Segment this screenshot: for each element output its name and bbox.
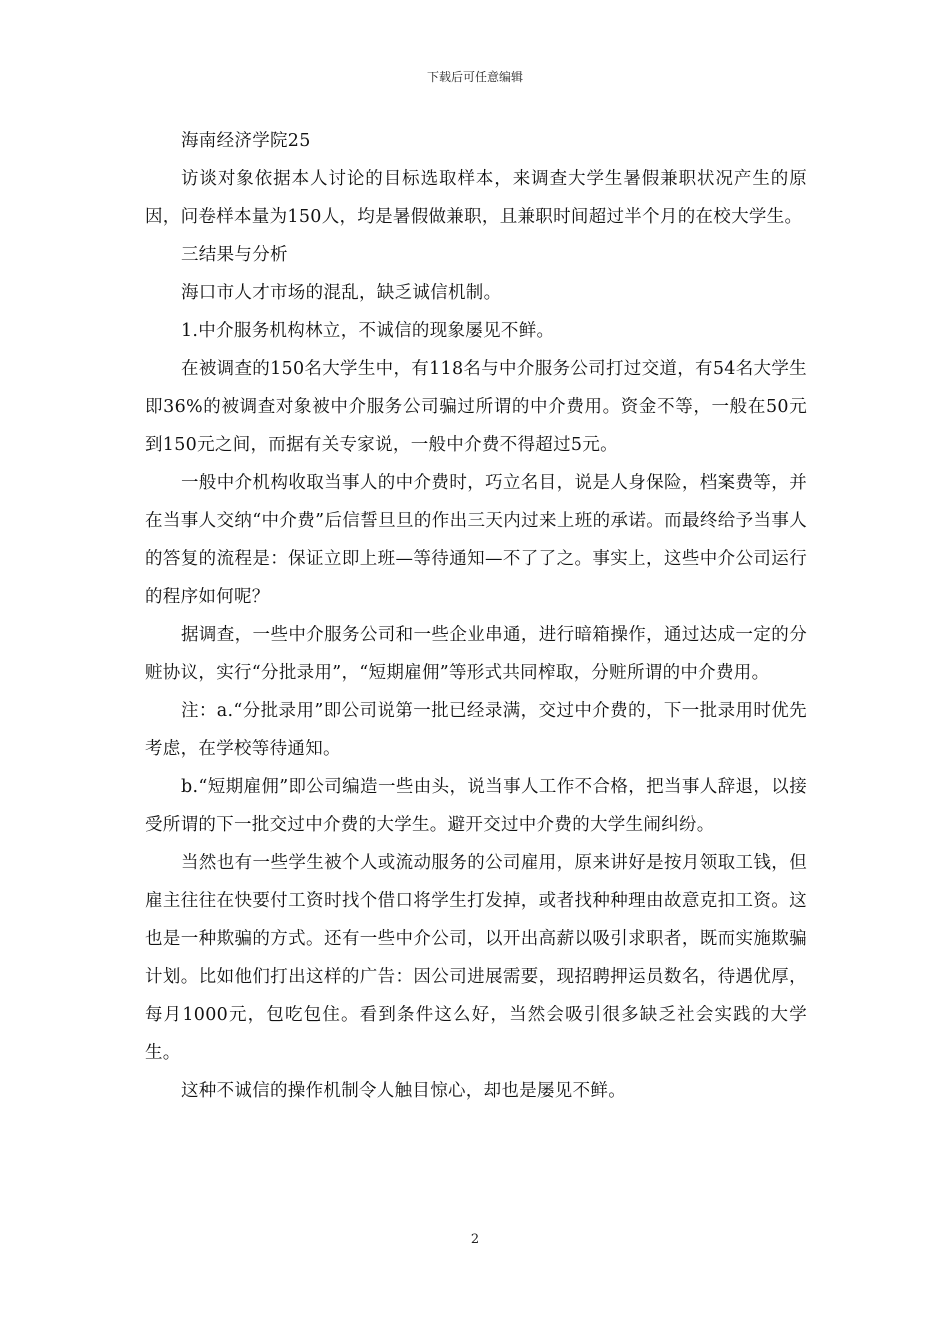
- paragraph-3: 海口市人才市场的混乱，缺乏诚信机制。: [181, 283, 502, 303]
- note-a: 注：a.“分批录用”即公司说第一批已经录满，交过中介费的，下一批录用时优先考虑，在学校等待通知。: [145, 701, 807, 759]
- paragraph-4: 在被调查的150名大学生中，有118名与中介服务公司打过交道，有54名大学生即36%的被调查对象被中介服务公司骗过所谓的中介费用。资金不等，一般在50元到150元之间，而据有关专家说，一般中介费不得超过5元。: [145, 359, 807, 455]
- note-b: b.“短期雇佣”即公司编造一些由头，说当事人工作不合格，把当事人辞退，以接受所谓的下一批交过中介费的大学生。避开交过中介费的大学生闹纠纷。: [145, 777, 807, 835]
- section-heading: 三结果与分析: [181, 245, 288, 265]
- paragraph-2: 访谈对象依据本人讨论的目标选取样本，来调查大学生暑假兼职状况产生的原因，问卷样本量为150人，均是暑假做兼职，且兼职时间超过半个月的在校大学生。: [145, 169, 807, 227]
- paragraph-5: 一般中介机构收取当事人的中介费时，巧立名目，说是人身保险，档案费等，并在当事人交纳“中介费”后信誓旦旦的作出三天内过来上班的承诺。而最终给予当事人的答复的流程是：保证立即上班—等待通知—不了了之。事实上，这些中介公司运行的程序如何呢？: [145, 473, 807, 607]
- paragraph-8: 这种不诚信的操作机制令人触目惊心，却也是屡见不鲜。: [181, 1081, 626, 1101]
- page-number: 2: [470, 1232, 480, 1247]
- page-header: 下载后可任意编辑: [426, 70, 523, 84]
- sub-heading-1: 1.中介服务机构林立，不诚信的现象屡见不鲜。: [181, 321, 555, 341]
- paragraph-1: 海南经济学院25: [181, 131, 311, 151]
- document-body: [145, 122, 807, 1110]
- paragraph-6: 据调查，一些中介服务公司和一些企业串通，进行暗箱操作，通过达成一定的分赃协议，实行“分批录用”，“短期雇佣”等形式共同榨取，分赃所谓的中介费用。: [145, 625, 807, 683]
- paragraph-7: 当然也有一些学生被个人或流动服务的公司雇用，原来讲好是按月领取工钱，但雇主往往在快要付工资时找个借口将学生打发掉，或者找种种理由故意克扣工资。这也是一种欺骗的方式。还有一些中介公司，以开出高薪以吸引求职者，既而实施欺骗计划。比如他们打出这样的广告：因公司进展需要，现招聘押运员数名，待遇优厚，每月1000元，包吃包住。看到条件这么好，当然会吸引很多缺乏社会实践的大学生。: [145, 853, 807, 1063]
